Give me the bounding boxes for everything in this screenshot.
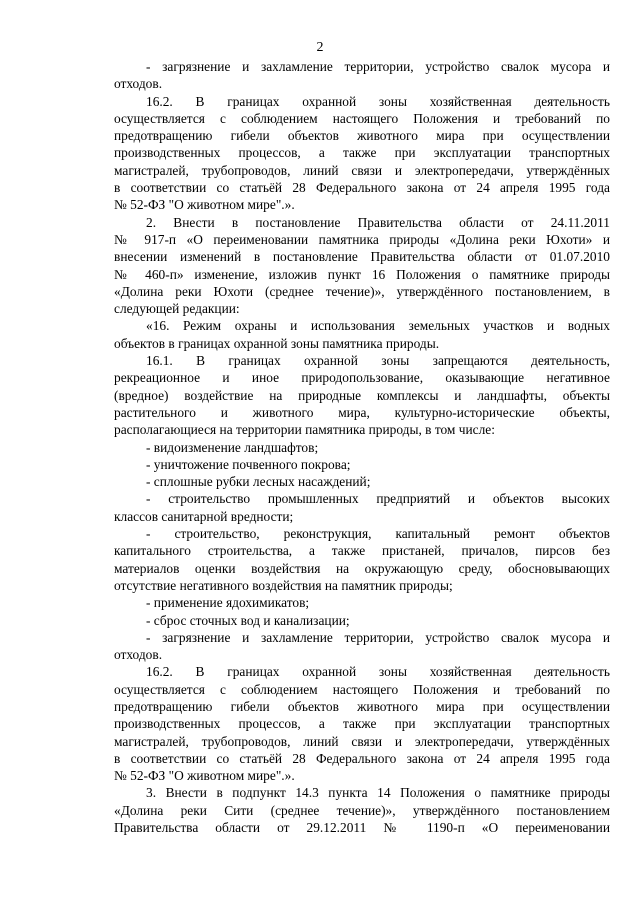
paragraph [114, 456, 610, 473]
text-line: в соответствии со статьёй 28 Федерального закона от 24 апреля 1995 года [114, 750, 610, 766]
text-line: располагающиеся на территории памятника природы, в том числе: [114, 422, 495, 438]
text-line: (вредное) воздействие на природные комплексы и ландшафты, объекты [114, 387, 610, 403]
text-line: предотвращению гибели объектов животного мира при осуществлении [114, 698, 610, 714]
paragraph [114, 594, 610, 611]
paragraph [114, 439, 610, 456]
paragraph [114, 473, 610, 490]
text-line: - строительство, реконструкция, капитальный ремонт объектов [146, 526, 610, 542]
paragraph [114, 525, 610, 594]
document-body [114, 58, 610, 836]
text-line: 16.2. В границах охранной зоны хозяйственная деятельность [146, 664, 610, 680]
text-line: отсутствие негативного воздействия на памятник природы; [114, 577, 453, 593]
text-line: производственных процессов, а также при эксплуатации транспортных [114, 145, 610, 161]
text-line: 2. Внести в постановление Правительства области от 24.11.2011 [146, 214, 610, 230]
text-line: «Долина реки Юхоти (среднее течение)», утверждённого постановлением, в [114, 283, 610, 299]
text-line: «16. Режим охраны и использования земельных участков и водных [146, 318, 610, 334]
text-line: - сплошные рубки лесных насаждений; [146, 474, 371, 490]
text-line: предотвращению гибели объектов животного мира при осуществлении [114, 128, 610, 144]
paragraph [114, 93, 610, 214]
text-line: магистралей, трубопроводов, линий связи и электропередачи, утверждённых [114, 162, 610, 178]
paragraph [114, 214, 610, 318]
text-line: - загрязнение и захламление территории, устройство свалок мусора и [146, 59, 610, 74]
text-line: растительного и животного мира, культурно-исторические объекты, [114, 404, 610, 420]
paragraph [114, 663, 610, 784]
text-line: в соответствии со статьёй 28 Федерального закона от 24 апреля 1995 года [114, 180, 610, 196]
text-line: внесении изменений в постановление Правительства области от 01.07.2010 [114, 249, 610, 265]
paragraph [114, 612, 610, 629]
text-line: осуществляется с соблюдением настоящего Положения и требований по [114, 110, 610, 126]
text-line: № 460-п» изменение, изложив пункт 16 Положения о памятнике природы [114, 266, 610, 282]
text-line: классов санитарной вредности; [114, 508, 294, 524]
text-line: капитального строительства, а также пристаней, причалов, пирсов без [114, 543, 610, 559]
text-line: отходов. [114, 76, 163, 92]
text-line: 16.2. В границах охранной зоны хозяйственная деятельность [146, 93, 610, 109]
text-line: - видоизменение ландшафтов; [146, 439, 319, 455]
paragraph [114, 352, 610, 438]
text-line: - сброс сточных вод и канализации; [146, 612, 350, 628]
page-number: 2 [316, 40, 324, 55]
text-line: объектов в границах охранной зоны памятника природы. [114, 335, 440, 351]
text-line: 16.1. В границах охранной зоны запрещаются деятельность, [146, 353, 610, 369]
text-line: магистралей, трубопроводов, линий связи и электропередачи, утверждённых [114, 733, 610, 749]
text-line: № 52-ФЗ "О животном мире".». [114, 197, 295, 213]
text-line: 3. Внести в подпункт 14.3 пункта 14 Положения о памятнике природы [146, 785, 610, 801]
text-line: - загрязнение и захламление территории, устройство свалок мусора и [146, 629, 610, 645]
paragraph [114, 629, 610, 664]
text-line: материалов оценки воздействия на окружающую среду, обосновывающих [114, 560, 610, 576]
text-line: № 52-ФЗ "О животном мире".». [114, 768, 295, 784]
text-line: Правительства области от 29.12.2011 № 1190-п «О переименовании [114, 820, 610, 836]
text-line: - строительство промышленных предприятий и объектов высоких [146, 491, 610, 507]
text-line: следующей редакции: [114, 301, 240, 317]
text-line: рекреационное и иное природопользование, оказывающие негативное [114, 370, 610, 386]
paragraph [114, 784, 610, 836]
text-line: № 917-п «О переименовании памятника природы «Долина реки Юхоти» и [114, 231, 610, 247]
text-line: - уничтожение почвенного покрова; [146, 456, 351, 472]
text-line: осуществляется с соблюдением настоящего Положения и требований по [114, 681, 610, 697]
paragraph [114, 317, 610, 352]
text-line: «Долина реки Сити (среднее течение)», утверждённого постановлением [114, 802, 610, 818]
text-line: - применение ядохимикатов; [146, 595, 310, 611]
text-line: производственных процессов, а также при эксплуатации транспортных [114, 716, 610, 732]
text-line: отходов. [114, 647, 163, 663]
paragraph [114, 58, 610, 93]
paragraph [114, 490, 610, 525]
